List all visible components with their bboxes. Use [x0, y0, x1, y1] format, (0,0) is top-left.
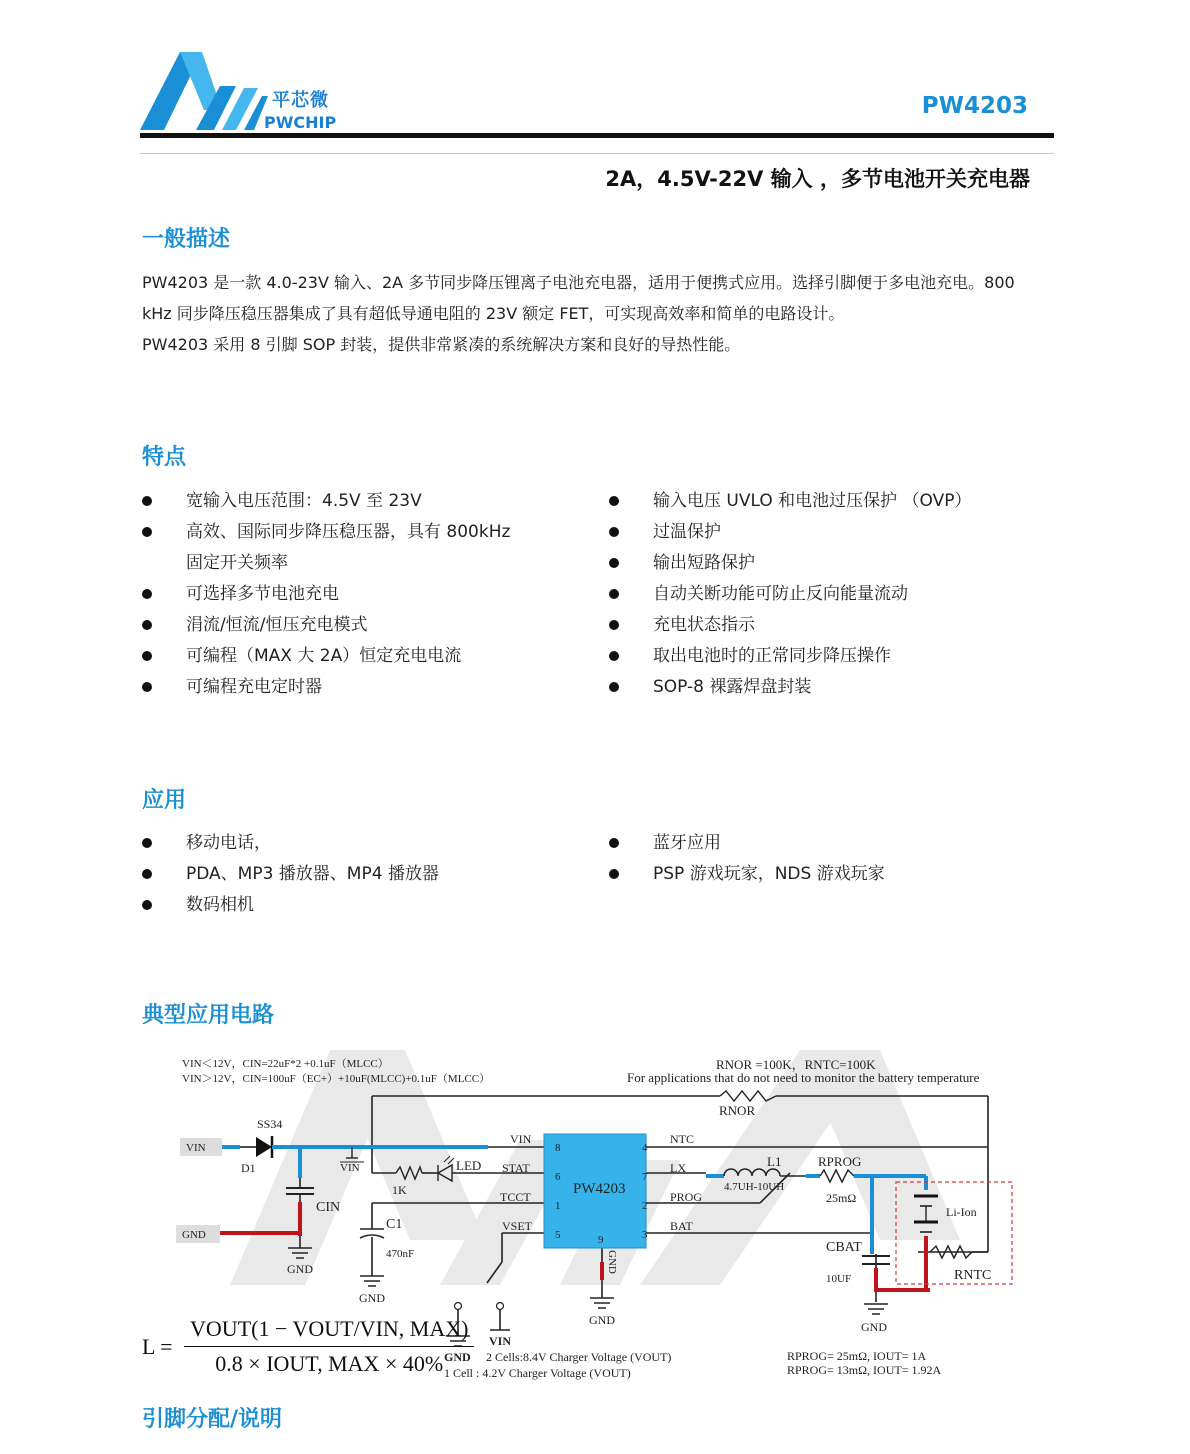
- one-cell-note: 1 Cell : 4.2V Charger Voltage (VOUT): [444, 1366, 631, 1380]
- description-paragraph: PW4203 是一款 4.0-23V 输入、2A 多节同步降压锂离子电池充电器，适用于便携式应用。选择引脚便于多电池充电。800 kHz 同步降压稳压器集成了具有超低导通电阻的 23V 额定 FET，可实现高效率和简单的电路设计。: [142, 273, 1015, 323]
- cbat-value-label: 10UF: [826, 1273, 852, 1285]
- pin-number: 4: [642, 1142, 648, 1154]
- vset-vin-label: VIN: [489, 1334, 512, 1348]
- list-item: SOP-8 裸露焊盘封装: [609, 672, 1049, 703]
- formula-fraction: [184, 1316, 474, 1377]
- rprog-value-label: 25mΩ: [826, 1191, 857, 1205]
- rnor-note-2: For applications that do not need to monitor the battery temperature: [627, 1070, 980, 1085]
- list-item: 涓流/恒流/恒压充电模式: [142, 610, 582, 641]
- list-item: 输入电压 UVLO 和电池过压保护 （OVP）: [609, 486, 1049, 517]
- formula-numerator: VOUT(1 − VOUT/VIN, MAX): [184, 1316, 474, 1347]
- pin-number: 8: [555, 1142, 561, 1154]
- rprog-label: RPROG: [818, 1154, 862, 1169]
- rprog-current-note-2: RPROG= 13mΩ, IOUT= 1.92A: [787, 1363, 942, 1377]
- rprog-current-note-1: RPROG= 25mΩ, IOUT= 1A: [787, 1349, 927, 1363]
- rnor-label: RNOR: [719, 1103, 756, 1118]
- ic-gnd-label: GND: [589, 1313, 615, 1327]
- applications-heading: 应用: [142, 788, 187, 813]
- list-item: 可编程（MAX 大 2A）恒定充电电流: [142, 641, 582, 672]
- list-item: PDA、MP3 播放器、MP4 播放器: [142, 859, 582, 890]
- inductor-formula: [142, 1316, 474, 1377]
- ic-gnd-vertical-label: GND: [606, 1250, 618, 1274]
- list-item: 过温保护: [609, 517, 1049, 548]
- vset-gnd-label: GND: [444, 1350, 471, 1364]
- pin-label: VIN: [510, 1132, 532, 1146]
- pin-number: 1: [555, 1200, 561, 1212]
- c1-value-label: 470nF: [386, 1248, 415, 1260]
- c1-gnd-label: GND: [359, 1291, 385, 1305]
- formula-denominator: 0.8 × IOUT, MAX × 40%: [215, 1351, 444, 1376]
- list-item: 数码相机: [142, 890, 582, 921]
- pin-number: 6: [555, 1171, 561, 1183]
- list-item: 充电状态指示: [609, 610, 1049, 641]
- cbat-label: CBAT: [826, 1240, 862, 1255]
- pin-number: 7: [642, 1171, 648, 1183]
- typical-circuit-heading: 典型应用电路: [142, 1003, 275, 1028]
- part-number: PW4203: [921, 93, 1028, 119]
- list-item: 蓝牙应用: [609, 828, 1049, 859]
- led-label: LED: [456, 1158, 482, 1173]
- cbat-gnd-label: GND: [861, 1320, 887, 1334]
- features-heading: 特点: [142, 445, 187, 470]
- list-item-continuation: 固定开关频率: [186, 553, 288, 573]
- logo-chinese-name: 平芯微: [272, 90, 329, 111]
- pin-number: 2: [642, 1200, 648, 1212]
- two-cell-note: 2 Cells:8.4V Charger Voltage (VOUT): [486, 1350, 672, 1364]
- gnd-terminal-label: GND: [182, 1229, 206, 1241]
- cin-label: CIN: [316, 1200, 341, 1215]
- list-item: 可编程充电定时器: [142, 672, 582, 703]
- list-item: 输出短路保护: [609, 548, 1049, 579]
- battery-label: Li-Ion: [946, 1205, 977, 1219]
- description-paragraph: PW4203 采用 8 引脚 SOP 封装，提供非常紧凑的系统解决方案和良好的导热性能。: [142, 335, 741, 354]
- logo-english-name: PWCHIP: [264, 113, 337, 132]
- stat-resistor-label: 1K: [392, 1183, 407, 1197]
- diode-ref-label: D1: [241, 1161, 256, 1175]
- pin-number: 5: [555, 1229, 561, 1241]
- pin-label: TCCT: [500, 1190, 531, 1204]
- rntc-label: RNTC: [954, 1268, 992, 1283]
- pin-label: VSET: [502, 1219, 532, 1233]
- rnor-note: RNOR =100K，RNTC=100K: [716, 1057, 876, 1072]
- description-heading: 一般描述: [142, 227, 231, 252]
- pin-number: 9: [598, 1234, 604, 1246]
- list-item: 移动电话，: [142, 828, 582, 859]
- vin-terminal-label: VIN: [186, 1142, 206, 1154]
- cin-gnd-label: GND: [287, 1262, 313, 1276]
- list-item: PSP 游戏玩家，NDS 游戏玩家: [609, 859, 1049, 890]
- inductor-label: L1: [767, 1154, 782, 1169]
- pin-label: BAT: [670, 1219, 693, 1233]
- cin-note-1: VIN＜12V，CIN=22uF*2 +0.1uF（MLCC）: [182, 1058, 389, 1070]
- list-item-text: 高效、国际同步降压稳压器，具有 800kHz: [186, 522, 511, 542]
- inductor-value-label: 4.7UH-10UH: [724, 1181, 785, 1193]
- cin-note-2: VIN＞12V，CIN=100uF（EC+）+10uF(MLCC)+0.1uF（MLCC）: [182, 1073, 491, 1085]
- formula-lhs: L =: [142, 1333, 173, 1359]
- ic-label: PW4203: [573, 1181, 626, 1197]
- pin-label: LX: [670, 1161, 686, 1175]
- list-item: 取出电池时的正常同步降压操作: [609, 641, 1049, 672]
- pin-number: 3: [642, 1229, 648, 1241]
- pin-label: PROG: [670, 1190, 703, 1204]
- pin-label: STAT: [502, 1161, 530, 1175]
- list-item: 宽输入电压范围：4.5V 至 23V: [142, 486, 582, 517]
- list-item: 自动关断功能可防止反向能量流动: [609, 579, 1049, 610]
- pin-label: NTC: [670, 1132, 694, 1146]
- document-subtitle: 2A，4.5V-22V 输入 ，多节电池开关充电器: [605, 167, 1030, 191]
- list-item: 可选择多节电池充电: [142, 579, 582, 610]
- c1-label: C1: [386, 1217, 403, 1232]
- pinout-heading: 引脚分配/说明: [142, 1407, 283, 1432]
- diode-part-label: SS34: [257, 1117, 283, 1131]
- vin-small-label: VIN: [340, 1162, 360, 1174]
